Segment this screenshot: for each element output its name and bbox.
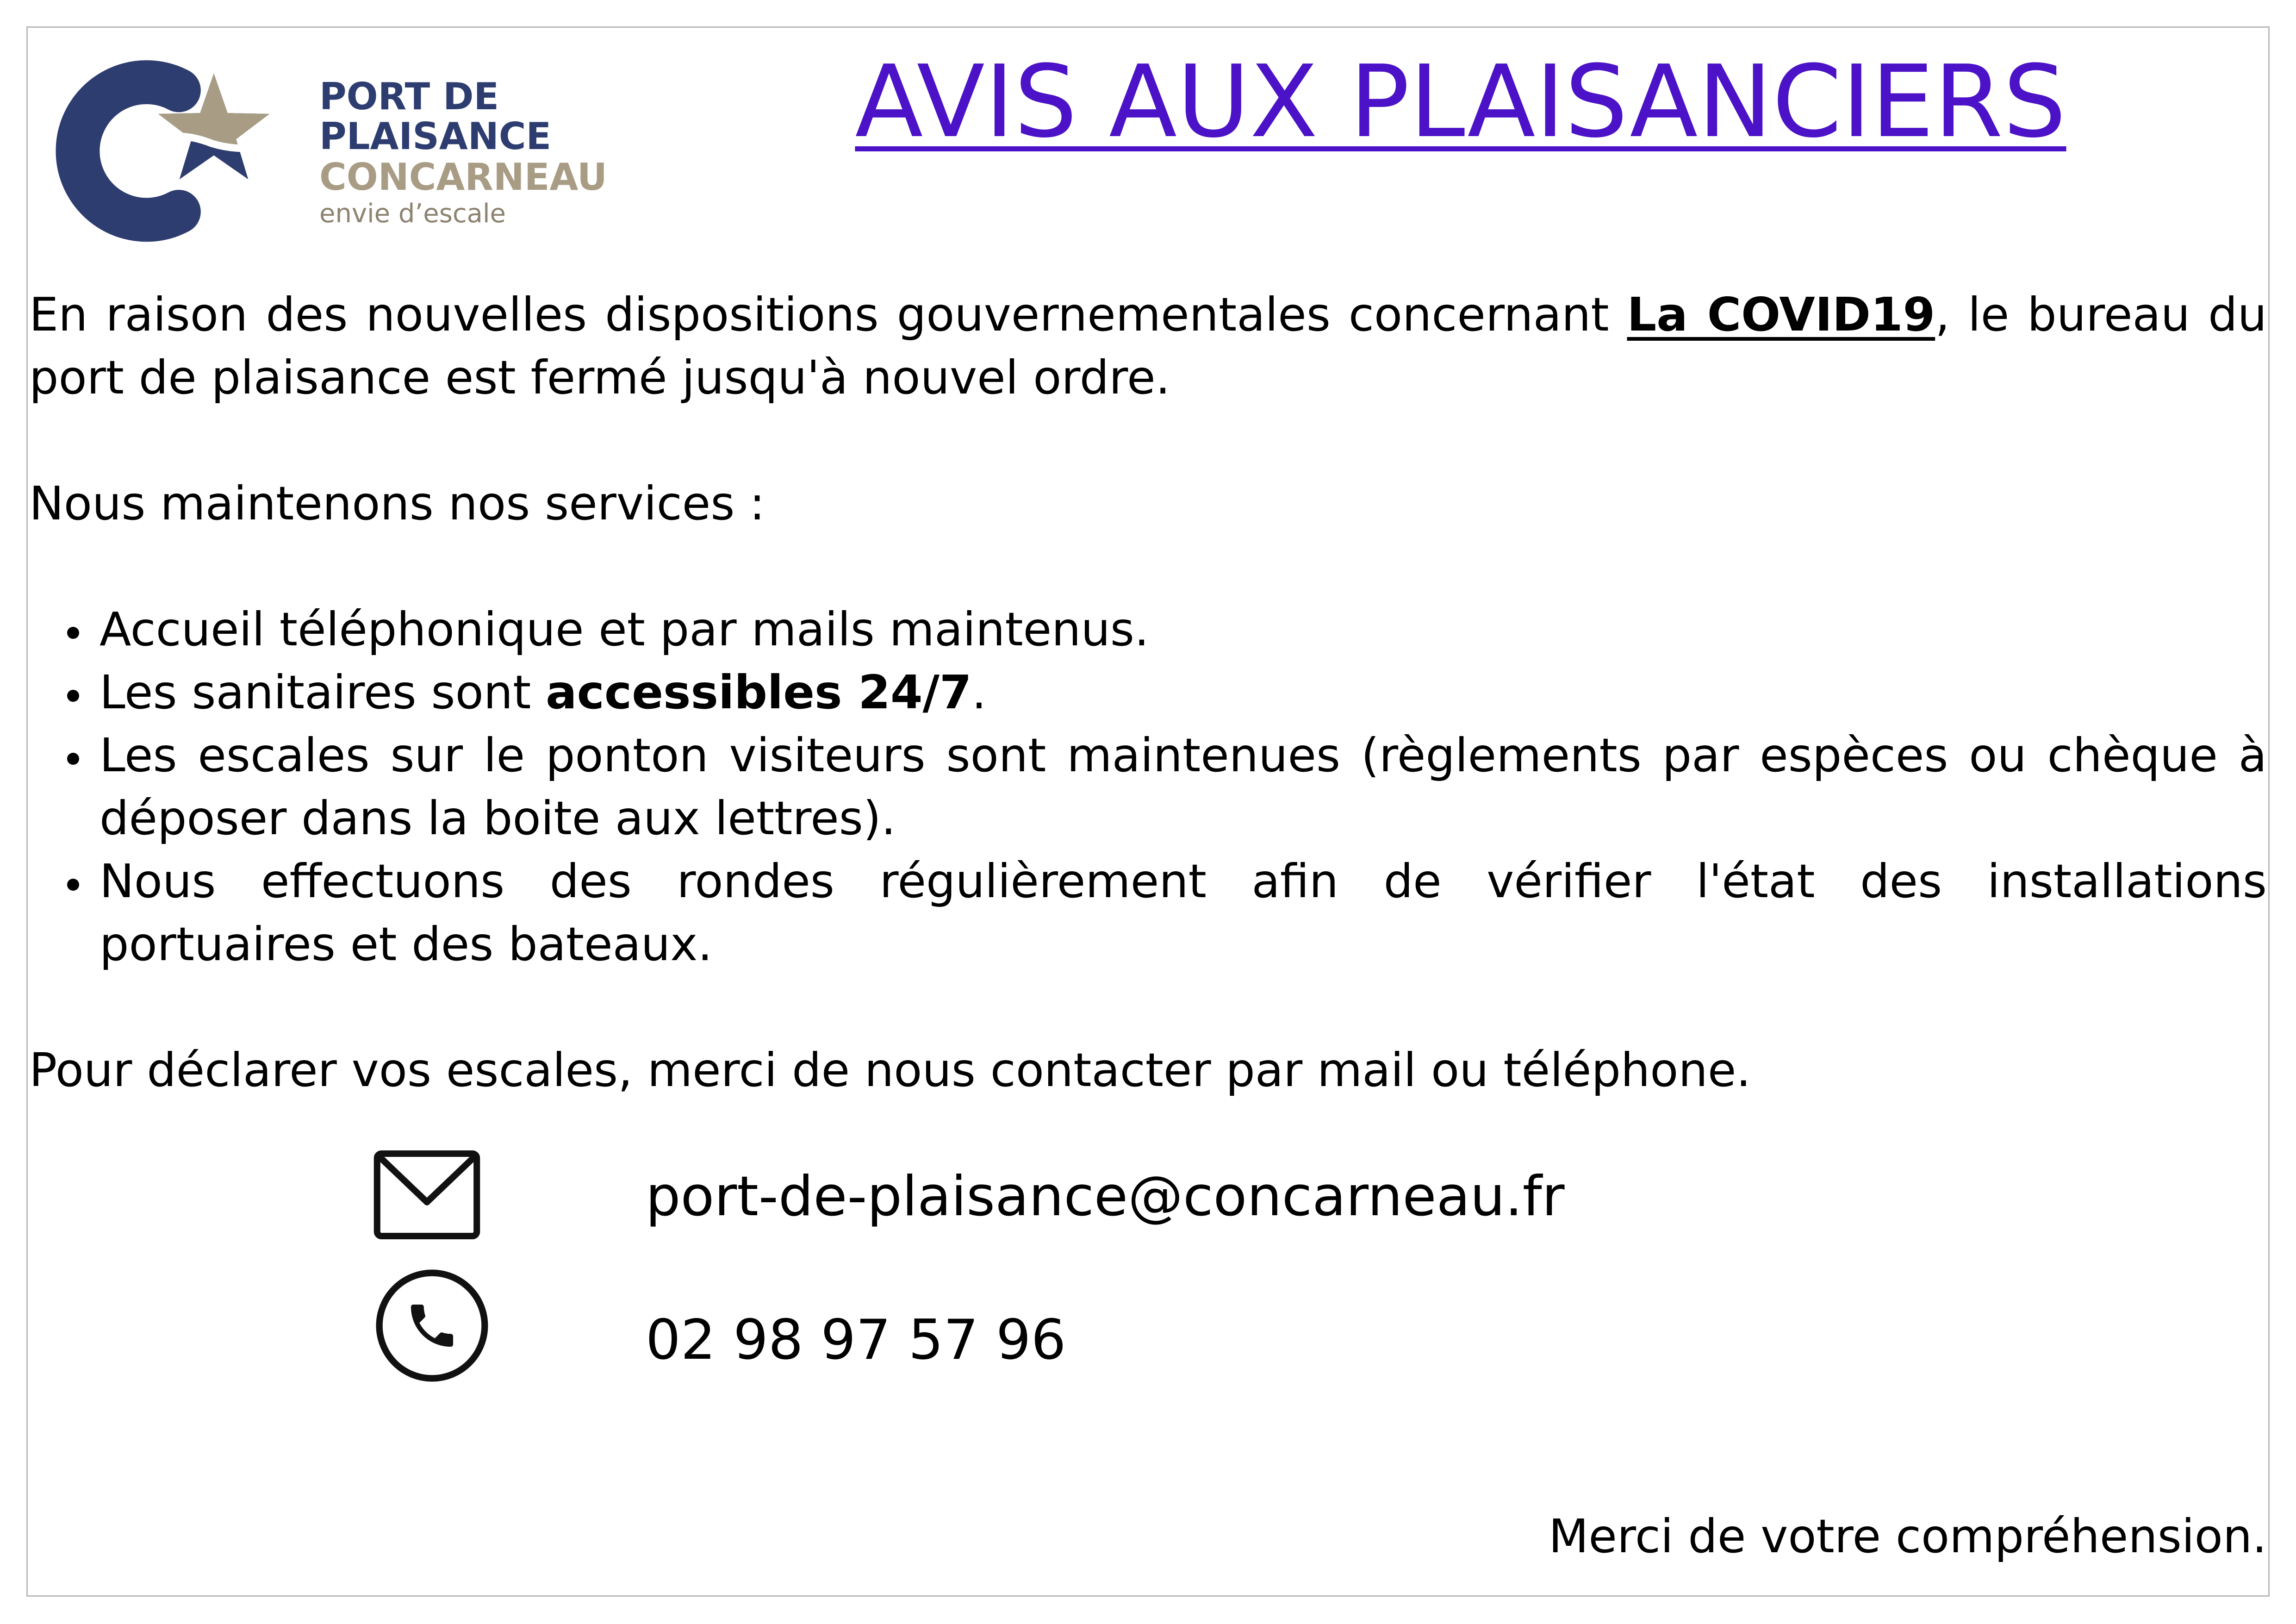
port-logo-emblem [51, 51, 286, 256]
spacer [29, 535, 2267, 598]
list-item-text [100, 661, 2267, 724]
list-item-line-2: déposer dans la boite aux lettres). [100, 791, 896, 845]
list-item-text-after: . [971, 665, 987, 719]
contact-email: port-de-plaisance@concarneau.fr [646, 1165, 1565, 1229]
bullet-dot [67, 753, 79, 765]
intro-line-2: port de plaisance est fermé jusqu'à nouvel ordre. [29, 350, 1170, 405]
contact-prompt: Pour déclarer vos escales, merci de nous contacter par mail ou téléphone. [29, 1043, 1751, 1097]
list-item [29, 598, 2267, 661]
bullet-dot [67, 879, 79, 891]
notice-body [29, 283, 2267, 1102]
list-item-text: Accueil téléphonique et par mails maintenus. [100, 602, 1149, 656]
list-item-line-2: portuaires et des bateaux. [100, 917, 713, 971]
intro-text-after: , le bureau du [1935, 287, 2267, 342]
intro-line-1 [29, 283, 2267, 346]
services-heading: Nous maintenons nos services : [29, 476, 765, 531]
logo-tagline: envie d’escale [319, 199, 506, 229]
logo-text-concarneau: CONCARNEAU [319, 156, 607, 199]
contact-phone: 02 98 97 57 96 [646, 1308, 1066, 1372]
list-item-line-1: Nous effectuons des rondes régulièrement afin de vérifier l'état des installations [100, 854, 2267, 908]
covid-highlight: La COVID19 [1627, 287, 1935, 342]
list-item [29, 661, 2267, 724]
list-item [29, 850, 2267, 976]
phone-icon [373, 1267, 491, 1384]
envelope-icon [373, 1150, 480, 1240]
logo-text-port-de: PORT DE [319, 75, 499, 118]
spacer [29, 409, 2267, 472]
spacer [29, 976, 2267, 1039]
logo-c-arc [78, 82, 179, 220]
bullet-dot [67, 627, 79, 639]
list-item [29, 724, 2267, 850]
intro-text-before: En raison des nouvelles dispositions gouvernementales concernant [29, 287, 1627, 342]
list-item-bold: accessibles 24/7 [546, 665, 972, 719]
bullet-dot [67, 690, 79, 702]
closing-text: Merci de votre compréhension. [1549, 1509, 2267, 1563]
logo-text-plaisance: PLAISANCE [319, 115, 552, 158]
list-item-line-1: Les escales sur le ponton visiteurs sont maintenues (règlements par espèces ou chèque à [100, 728, 2267, 782]
page-title: AVIS AUX PLAISANCIERS [855, 44, 2066, 160]
list-item-text-before: Les sanitaires sont [100, 665, 546, 719]
